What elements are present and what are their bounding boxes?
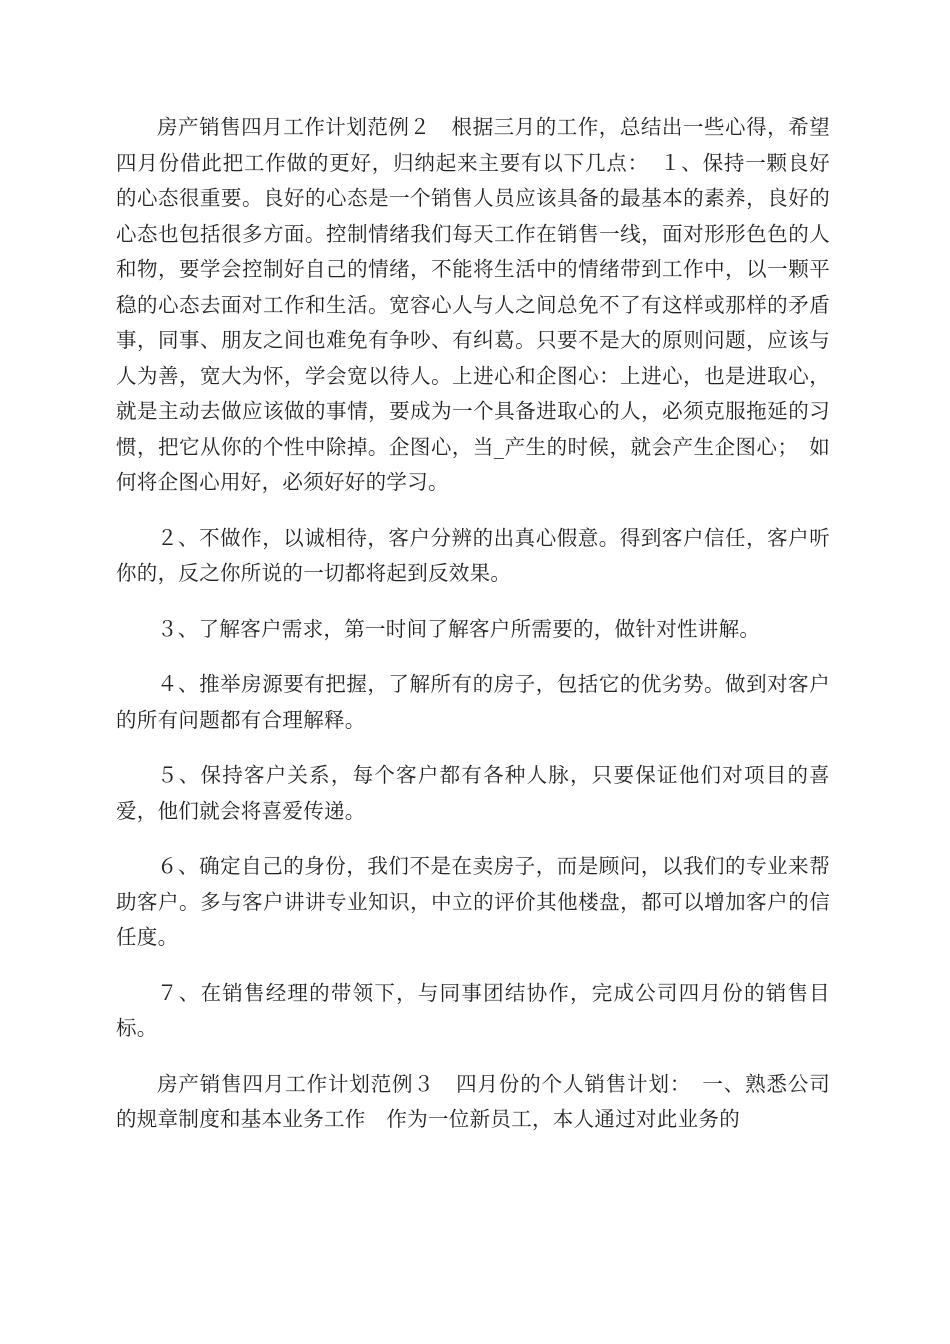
paragraph-plan-example-2: 房产销售四月工作计划范例２ 根据三月的工作，总结出一些心得，希望四月份借此把工作做的更好，归纳起来主要有以下几点： １、保持一颗良好的心态很重要。良好的心态是一个销售人员应该具备的最基本的素养，良好的心态也包括很多方面。控制情绪我们每天工作在销售一线，面对形形色色的人和物，要学会控制好自己的情绪，不能将生活中的情绪带到工作中，以一颗平稳的心态去面对工作和生活。宽容心人与人之间总免不了有这样或那样的矛盾事，同事、朋友之间也难免有争吵、有纠葛。只要不是大的原则问题，应该与人为善，宽大为怀，学会宽以待人。上进心和企图心：上进心，也是进取心，就是主动去做应该做的事情，要成为一个具备进取心的人，必须克服拖延的习惯，把它从你的个性中除掉。企图心，当_产生的时候，就会产生企图心； 如何将企图心用好，必须好好的学习。 bbox=[116, 115, 830, 494]
paragraph-point-7: ７、在销售经理的带领下，与同事团结协作，完成公司四月份的销售目标。 bbox=[116, 980, 830, 1040]
document-body bbox=[116, 110, 830, 1158]
paragraph-point-2: ２、不做作，以诚相待，客户分辨的出真心假意。得到客户信任，客户听你的，反之你所说的一切都将起到反效果。 bbox=[116, 525, 830, 585]
paragraph-point-3: ３、了解客户需求，第一时间了解客户所需要的，做针对性讲解。 bbox=[157, 616, 761, 641]
paragraph-point-4: ４、推举房源要有把握，了解所有的房子，包括它的优劣势。做到对客户的所有问题都有合理解释。 bbox=[116, 672, 830, 732]
paragraph-point-5: ５、保持客户关系，每个客户都有各种人脉，只要保证他们对项目的喜爱，他们就会将喜爱传递。 bbox=[116, 763, 830, 823]
paragraph-plan-example-3: 房产销售四月工作计划范例３ 四月份的个人销售计划： 一、熟悉公司的规章制度和基本业务工作 作为一位新员工，本人通过对此业务的 bbox=[116, 1071, 830, 1131]
paragraph-point-6: ６、确定自己的身份，我们不是在卖房子，而是顾问，以我们的专业来帮助客户。多与客户讲讲专业知识，中立的评价其他楼盘，都可以增加客户的信任度。 bbox=[116, 854, 830, 949]
